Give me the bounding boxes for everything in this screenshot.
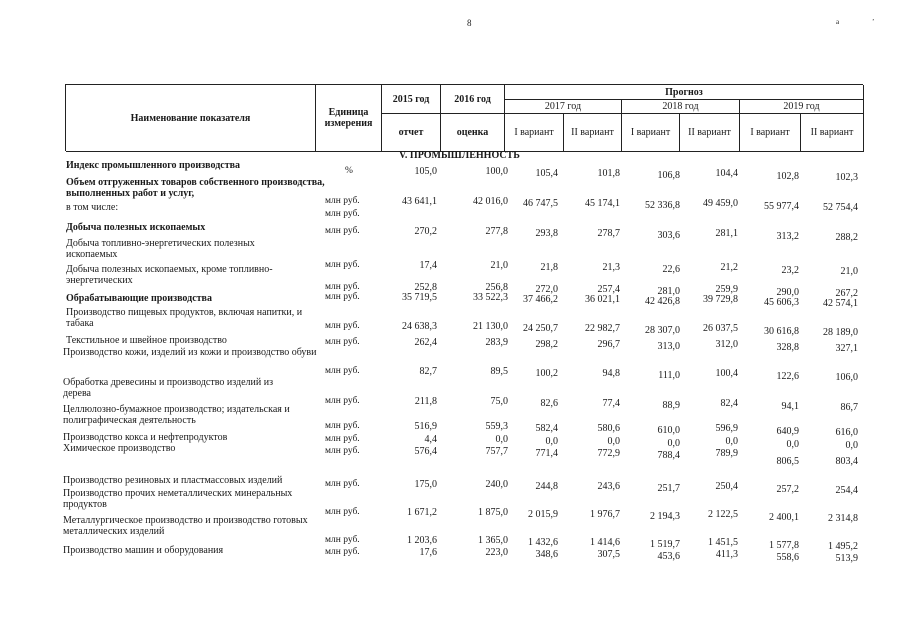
row-value: 111,0 xyxy=(658,370,680,381)
row-value: 100,2 xyxy=(535,368,558,379)
row-value: 757,7 xyxy=(485,446,508,457)
row-value: 1 519,7 xyxy=(650,539,680,550)
row-value: 312,0 xyxy=(715,339,738,350)
row-value: 17,6 xyxy=(419,547,437,558)
row-unit: млн руб. xyxy=(325,366,360,376)
row-value: 1 365,0 xyxy=(478,535,508,546)
row-value: 106,8 xyxy=(657,170,680,181)
row-name: Производство резиновых и пластмассовых изделий xyxy=(63,475,283,486)
row-value: 806,5 xyxy=(776,456,799,467)
row-value: 22 982,7 xyxy=(585,323,620,334)
row-value: 1 671,2 xyxy=(407,507,437,518)
row-unit: млн руб. xyxy=(325,547,360,557)
row-value: 0,0 xyxy=(725,436,738,447)
row-value: 21,0 xyxy=(490,260,508,271)
row-value: 307,5 xyxy=(597,549,620,560)
row-value: 89,5 xyxy=(490,366,508,377)
row-value: 298,2 xyxy=(535,339,558,350)
row-value: 82,6 xyxy=(540,398,558,409)
corner-mark: a xyxy=(836,18,840,26)
row-value: 788,4 xyxy=(657,450,680,461)
row-value: 640,9 xyxy=(776,426,799,437)
row-value: 52 754,4 xyxy=(823,202,858,213)
row-value: 55 977,4 xyxy=(764,201,799,212)
row-unit: млн руб. xyxy=(325,209,360,219)
row-value: 288,2 xyxy=(835,232,858,243)
row-value: 771,4 xyxy=(535,448,558,459)
row-name: Добыча топливно-энергетических полезных ископаемых xyxy=(66,238,255,260)
row-value: 559,3 xyxy=(485,421,508,432)
row-value: 2 122,5 xyxy=(708,509,738,520)
row-value: 251,7 xyxy=(657,483,680,494)
row-value: 42 426,8 xyxy=(645,296,680,307)
row-value: 0,0 xyxy=(667,438,680,449)
row-name: Объем отгруженных товаров собственного производства, выполненных работ и услуг, xyxy=(66,177,325,199)
row-value: 21,2 xyxy=(720,262,738,273)
row-value: 313,0 xyxy=(657,341,680,352)
header-2019-v2: II вариант xyxy=(801,114,864,152)
row-value: 243,6 xyxy=(597,481,620,492)
row-unit: млн руб. xyxy=(325,321,360,331)
row-value: 348,6 xyxy=(535,549,558,560)
row-value: 803,4 xyxy=(835,456,858,467)
row-value: 36 021,1 xyxy=(585,294,620,305)
row-value: 24 250,7 xyxy=(523,323,558,334)
row-value: 290,0 xyxy=(776,287,799,298)
row-value: 313,2 xyxy=(776,231,799,242)
row-value: 576,4 xyxy=(414,446,437,457)
row-value: 46 747,5 xyxy=(523,198,558,209)
row-name: Производство кокса и нефтепродуктов xyxy=(63,432,228,443)
row-value: 257,2 xyxy=(776,484,799,495)
row-value: 17,4 xyxy=(419,260,437,271)
row-value: 244,8 xyxy=(535,481,558,492)
row-value: 240,0 xyxy=(485,479,508,490)
row-value: 0,0 xyxy=(495,434,508,445)
row-value: 2 400,1 xyxy=(769,512,799,523)
row-name: Добыча полезных ископаемых xyxy=(66,222,206,233)
row-value: 104,4 xyxy=(715,168,738,179)
row-value: 28 189,0 xyxy=(823,327,858,338)
row-value: 262,4 xyxy=(414,337,437,348)
header-2018-v1: I вариант xyxy=(622,114,680,152)
row-value: 259,9 xyxy=(715,284,738,295)
row-value: 1 432,6 xyxy=(528,537,558,548)
row-value: 23,2 xyxy=(781,265,799,276)
row-value: 94,8 xyxy=(602,368,620,379)
row-unit: млн руб. xyxy=(325,421,360,431)
row-value: 1 577,8 xyxy=(769,540,799,551)
row-unit: млн руб. xyxy=(325,434,360,444)
row-value: 610,0 xyxy=(657,425,680,436)
row-value: 516,9 xyxy=(414,421,437,432)
page-number: 8 xyxy=(467,18,472,28)
row-value: 82,4 xyxy=(720,398,738,409)
row-value: 252,8 xyxy=(414,282,437,293)
header-2019-v1: I вариант xyxy=(740,114,801,152)
section-title: V. ПРОМЫШЛЕННОСТЬ xyxy=(399,150,520,161)
row-value: 250,4 xyxy=(715,481,738,492)
header-2015-sub: отчет xyxy=(382,114,441,152)
row-value: 122,6 xyxy=(776,371,799,382)
row-value: 211,8 xyxy=(414,396,437,407)
row-value: 281,1 xyxy=(715,228,738,239)
header-2019: 2019 год xyxy=(740,100,864,114)
row-value: 772,9 xyxy=(597,448,620,459)
row-value: 0,0 xyxy=(545,436,558,447)
row-value: 100,0 xyxy=(485,166,508,177)
row-value: 100,4 xyxy=(715,368,738,379)
row-unit: млн руб. xyxy=(325,226,360,236)
row-value: 328,8 xyxy=(776,342,799,353)
row-unit: млн руб. xyxy=(325,260,360,270)
row-value: 411,3 xyxy=(715,549,738,560)
row-value: 21,8 xyxy=(540,262,558,273)
header-2015: 2015 год xyxy=(382,85,441,114)
header-2017-v2: II вариант xyxy=(564,114,622,152)
row-name: Добыча полезных ископаемых, кроме топливно-энергетических xyxy=(66,264,273,286)
row-value: 281,0 xyxy=(657,286,680,297)
row-name: Целлюлозно-бумажное производство; издательская и полиграфическая деятельность xyxy=(63,404,290,426)
corner-mark: ʼ xyxy=(872,18,875,26)
row-value: 42 016,0 xyxy=(473,196,508,207)
row-value: 293,8 xyxy=(535,228,558,239)
row-value: 1 875,0 xyxy=(478,507,508,518)
row-name: Производство пищевых продуктов, включая напитки, и табака xyxy=(66,307,303,329)
row-value: 2 314,8 xyxy=(828,513,858,524)
row-value: 101,8 xyxy=(597,168,620,179)
row-name: Производство прочих неметаллических минеральных продуктов xyxy=(63,488,293,510)
row-value: 88,9 xyxy=(662,400,680,411)
row-value: 283,9 xyxy=(485,337,508,348)
row-value: 75,0 xyxy=(490,396,508,407)
row-unit: % xyxy=(345,166,353,176)
row-value: 303,6 xyxy=(657,230,680,241)
row-value: 43 641,1 xyxy=(402,196,437,207)
row-value: 453,6 xyxy=(657,551,680,562)
row-value: 105,0 xyxy=(414,166,437,177)
table-header xyxy=(65,84,863,151)
row-value: 254,4 xyxy=(835,485,858,496)
row-value: 580,6 xyxy=(597,423,620,434)
header-2017-v1: I вариант xyxy=(505,114,564,152)
row-value: 272,0 xyxy=(535,284,558,295)
header-2017: 2017 год xyxy=(505,100,622,114)
row-value: 22,6 xyxy=(662,264,680,275)
row-value: 37 466,2 xyxy=(523,294,558,305)
row-name: Индекс промышленного производства xyxy=(66,160,241,171)
header-2016-sub: оценка xyxy=(441,114,505,152)
row-value: 1 414,6 xyxy=(590,537,620,548)
row-value: 102,8 xyxy=(776,171,799,182)
row-value: 256,8 xyxy=(485,282,508,293)
row-value: 35 719,5 xyxy=(402,292,437,303)
row-unit: млн руб. xyxy=(325,446,360,456)
header-name: Наименование показателя xyxy=(66,85,316,152)
row-value: 267,2 xyxy=(835,288,858,299)
row-value: 42 574,1 xyxy=(823,298,858,309)
row-value: 28 307,0 xyxy=(645,325,680,336)
row-value: 49 459,0 xyxy=(703,198,738,209)
row-value: 0,0 xyxy=(845,440,858,451)
row-value: 94,1 xyxy=(781,401,799,412)
row-name: Производство кожи, изделий из кожи и производство обуви xyxy=(63,347,317,358)
row-name: Обрабатывающие производства xyxy=(66,293,212,304)
row-value: 24 638,3 xyxy=(402,321,437,332)
row-value: 789,9 xyxy=(715,448,738,459)
header-2018-v2: II вариант xyxy=(680,114,740,152)
row-name: Химическое производство xyxy=(63,443,176,454)
row-name: Производство машин и оборудования xyxy=(63,545,224,556)
row-unit: млн руб. xyxy=(325,196,360,206)
row-value: 82,7 xyxy=(419,366,437,377)
row-value: 45 606,3 xyxy=(764,297,799,308)
header-2018: 2018 год xyxy=(622,100,740,114)
row-value: 327,1 xyxy=(835,343,858,354)
row-value: 21,0 xyxy=(840,266,858,277)
row-value: 616,0 xyxy=(835,427,858,438)
row-value: 0,0 xyxy=(786,439,799,450)
row-value: 1 451,5 xyxy=(708,537,738,548)
row-value: 86,7 xyxy=(840,402,858,413)
row-value: 2 015,9 xyxy=(528,509,558,520)
row-value: 0,0 xyxy=(607,436,620,447)
row-value: 1 495,2 xyxy=(828,541,858,552)
row-name: Текстильное и швейное производство xyxy=(66,335,227,346)
row-name: Обработка древесины и производство изделий из дерева xyxy=(63,377,274,399)
row-value: 582,4 xyxy=(535,423,558,434)
row-value: 21 130,0 xyxy=(473,321,508,332)
row-value: 2 194,3 xyxy=(650,511,680,522)
row-value: 175,0 xyxy=(414,479,437,490)
row-value: 513,9 xyxy=(835,553,858,564)
row-value: 102,3 xyxy=(835,172,858,183)
row-name-suffix: в том числе: xyxy=(66,202,119,213)
row-name: Металлургическое производство и производство готовых металлических изделий xyxy=(63,515,308,537)
row-value: 33 522,3 xyxy=(473,292,508,303)
row-value: 105,4 xyxy=(535,168,558,179)
header-unit: Единица измерения xyxy=(316,85,382,152)
row-value: 278,7 xyxy=(597,228,620,239)
row-value: 77,4 xyxy=(602,398,620,409)
row-value: 52 336,8 xyxy=(645,200,680,211)
row-value: 1 203,6 xyxy=(407,535,437,546)
row-value: 4,4 xyxy=(424,434,437,445)
row-value: 257,4 xyxy=(597,284,620,295)
row-value: 277,8 xyxy=(485,226,508,237)
row-value: 296,7 xyxy=(597,339,620,350)
row-value: 30 616,8 xyxy=(764,326,799,337)
row-unit: млн руб. xyxy=(325,507,360,517)
row-value: 1 976,7 xyxy=(590,509,620,520)
row-value: 45 174,1 xyxy=(585,198,620,209)
row-value: 106,0 xyxy=(835,372,858,383)
row-value: 26 037,5 xyxy=(703,323,738,334)
row-unit: млн руб. xyxy=(325,479,360,489)
row-value: 223,0 xyxy=(485,547,508,558)
header-forecast: Прогноз xyxy=(505,85,864,100)
row-value: 558,6 xyxy=(776,552,799,563)
row-value: 596,9 xyxy=(715,423,738,434)
row-unit: млн руб. xyxy=(325,337,360,347)
row-unit: млн руб. xyxy=(325,292,360,302)
header-2016: 2016 год xyxy=(441,85,505,114)
row-value: 39 729,8 xyxy=(703,294,738,305)
row-value: 21,3 xyxy=(602,262,620,273)
row-value: 270,2 xyxy=(414,226,437,237)
row-unit: млн руб. xyxy=(325,535,360,545)
row-unit: млн руб. xyxy=(325,396,360,406)
row-unit: млн руб. xyxy=(325,282,360,292)
